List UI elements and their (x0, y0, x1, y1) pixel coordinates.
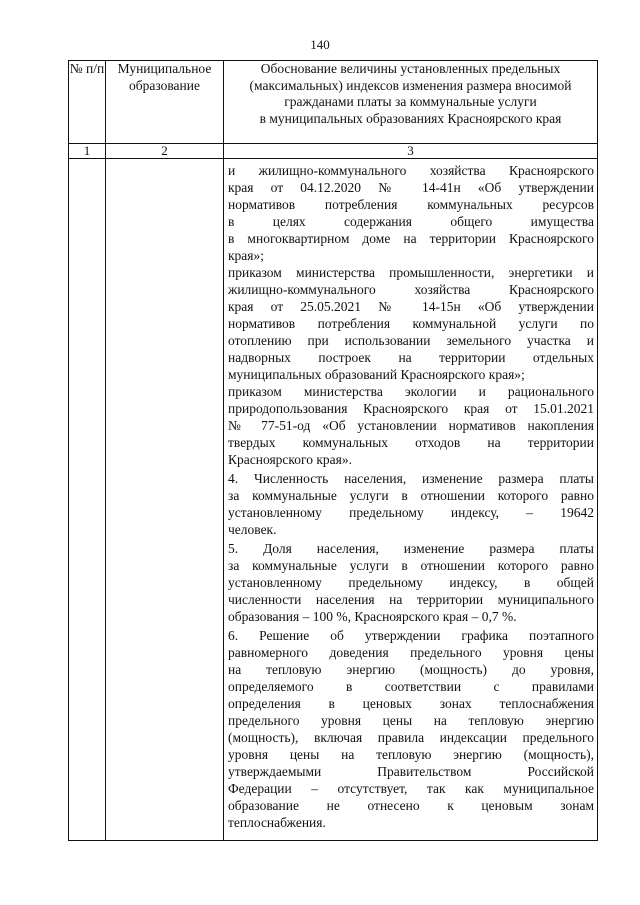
header-justification-line: гражданами платы за коммунальные услуги (284, 94, 537, 109)
text-line: края от 25.05.2021 № 14-15н «Об утверждении (228, 299, 594, 314)
text-line: природопользования Красноярского края от 15.01.2021 (228, 401, 594, 416)
paragraph (228, 383, 594, 468)
text-line: и жилищно-коммунального хозяйства Красноярского (228, 163, 594, 178)
indices-table (68, 60, 598, 841)
text-line: Красноярского края». (228, 452, 352, 467)
table-header-row (69, 61, 598, 144)
text-line: надворных построек на территории отдельных (228, 350, 594, 365)
text-line: нормативов потребления коммунальной услуги по (228, 316, 594, 331)
text-line: 4. Численность населения, изменение размера платы (228, 471, 594, 486)
text-line: образование не отнесено к ценовым зонам (228, 798, 594, 813)
text-line: (мощность), включая правила индексации предельного (228, 730, 594, 745)
paragraph (228, 540, 594, 625)
text-line: Федерации – отсутствует, так как муниципальное (228, 781, 594, 796)
paragraph (228, 627, 594, 831)
header-justification-line: в муниципальных образованиях Красноярского края (259, 110, 562, 126)
row-justification-cell (224, 159, 598, 841)
header-justification (224, 61, 598, 144)
paragraph (228, 470, 594, 538)
text-line: муниципальных образований Красноярского края»; (228, 367, 525, 382)
text-line: 6. Решение об утверждении графика поэтапного (228, 628, 594, 643)
text-line: установленному предельному индексу, – 19642 (228, 505, 594, 520)
header-justification-line: Обоснование величины установленных предельных (260, 61, 561, 76)
header-municipality-label: Муниципальное образование (117, 61, 212, 93)
text-line: приказом министерства экологии и рационального (228, 384, 594, 399)
text-line: жилищно-коммунального хозяйства Красноярского (228, 282, 594, 297)
row-number-cell (69, 159, 106, 841)
text-line: за коммунальные услуги в отношении которого равно (228, 558, 594, 573)
text-line: приказом министерства промышленности, энергетики и (228, 265, 594, 280)
text-line: теплоснабжения. (228, 815, 326, 830)
text-line: края»; (228, 248, 265, 263)
header-number-label: № п/п (69, 61, 105, 76)
text-line: твердых коммунальных отходов на территории (228, 435, 594, 450)
text-line: нормативов потребления коммунальных ресурсов (228, 197, 594, 212)
text-line: численности населения на территории муниципального (228, 592, 594, 607)
justification-text (224, 159, 597, 831)
text-line: за коммунальные услуги в отношении которого равно (228, 488, 594, 503)
text-line: края от 04.12.2020 № 14-41н «Об утверждении (228, 180, 594, 195)
header-number (69, 61, 106, 144)
text-line: отоплению при использовании земельного участка и (228, 333, 594, 348)
text-line: равномерного доведения предельного уровня цены (228, 645, 594, 660)
text-line: утверждаемыми Правительством Российской (228, 764, 594, 779)
text-line: в целях содержания общего имущества (228, 214, 594, 229)
header-justification-line: (максимальных) индексов изменения размера вносимой (249, 77, 572, 93)
row-municipality-cell (106, 159, 224, 841)
text-line: предельного уровня цены на тепловую энергию (228, 713, 594, 728)
text-line: человек. (228, 522, 277, 537)
text-line: образования – 100 %, Красноярского края – 0,7 %. (228, 609, 517, 624)
text-line: установленному предельному индексу, в общей (228, 575, 594, 590)
paragraph (228, 162, 594, 264)
text-line: на тепловую энергию (мощность) до уровня, (228, 662, 594, 677)
column-number: 3 (224, 144, 598, 159)
text-line: № 77-51-од «Об установлении нормативов накопления (228, 418, 594, 433)
page-number: 140 (310, 37, 330, 52)
table-row (69, 159, 598, 841)
text-line: в многоквартирном доме на территории Красноярского (228, 231, 594, 246)
text-line: уровня цены на тепловую энергию (мощность), (228, 747, 594, 762)
text-line: определения в ценовых зонах теплоснабжения (228, 696, 594, 711)
text-line: 5. Доля населения, изменение размера платы (228, 541, 594, 556)
text-line: определяемого в соответствии с правилами (228, 679, 594, 694)
column-number: 1 (69, 144, 106, 159)
column-number: 2 (106, 144, 224, 159)
paragraph (228, 264, 594, 383)
header-municipality (106, 61, 224, 144)
column-number-row (69, 144, 598, 159)
